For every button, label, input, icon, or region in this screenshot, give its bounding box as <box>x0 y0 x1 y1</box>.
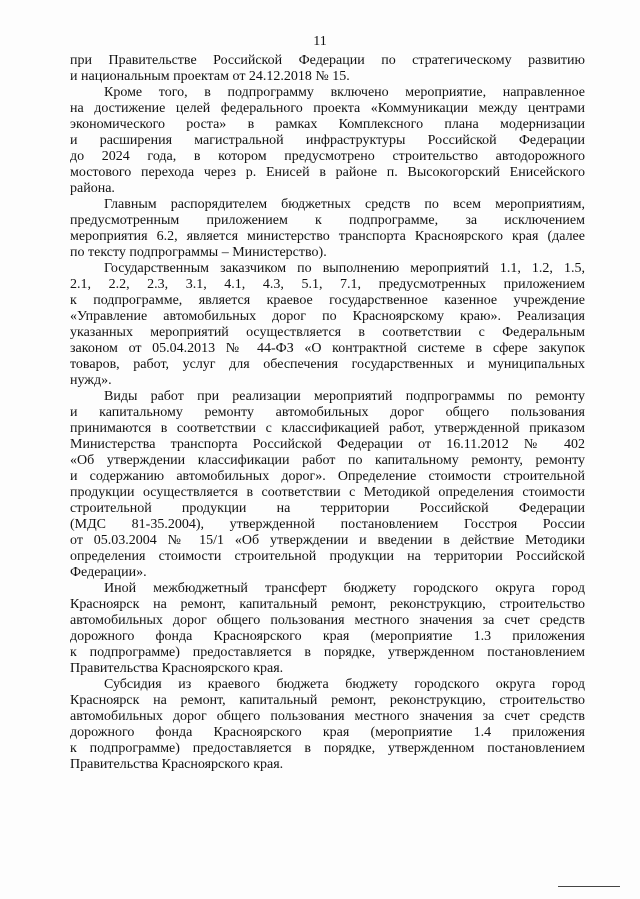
text-line: (МДС 81-35.2004), утвержденной постановлением Госстроя России <box>70 517 585 532</box>
paragraph-list <box>70 53 585 773</box>
paragraph <box>70 581 585 677</box>
text-line: мероприятия 6.2, является министерство транспорта Красноярского края (далее <box>70 229 585 244</box>
paragraph <box>70 85 585 197</box>
text-line: Правительства Красноярского края. <box>70 661 284 676</box>
text-line: до 2024 года, в котором предусмотрено строительство автодорожного <box>70 149 585 164</box>
text-line: при Правительстве Российской Федерации по стратегическому развитию <box>70 53 585 68</box>
text-line: автомобильных дорог общего пользования местного значения за счет средств <box>70 613 585 628</box>
text-line: «Об утверждении классификации работ по капитальному ремонту, ремонту <box>70 453 585 468</box>
text-line: 2.1, 2.2, 2.3, 3.1, 4.1, 4.3, 5.1, 7.1, предусмотренных приложением <box>70 277 585 292</box>
text-line: продукции осуществляется в соответствии с Методикой определения стоимости <box>70 485 585 500</box>
paragraph <box>70 261 585 389</box>
text-line: Государственным заказчиком по выполнению мероприятий 1.1, 1.2, 1.5, <box>104 261 585 276</box>
text-line: законом от 05.04.2013 № 44-ФЗ «О контрактной системе в сфере закупок <box>70 341 585 356</box>
text-line: товаров, работ, услуг для обеспечения государственных и муниципальных <box>70 357 585 372</box>
text-line: к подпрограмме) предоставляется в порядке, утвержденном постановлением <box>70 645 585 660</box>
text-line: дорожного фонда Красноярского края (мероприятие 1.3 приложения <box>70 629 585 644</box>
text-line: и содержанию автомобильных дорог». Определение стоимости строительной <box>70 469 585 484</box>
paragraph <box>70 53 585 85</box>
text-line: и расширения магистральной инфраструктуры Российской Федерации <box>70 133 585 148</box>
text-line: строительной продукции на территории Российской Федерации <box>70 501 585 516</box>
text-line: от 05.03.2004 № 15/1 «Об утверждении и введении в действие Методики <box>70 533 585 548</box>
text-line: Правительства Красноярского края. <box>70 757 284 772</box>
text-line: автомобильных дорог общего пользования местного значения за счет средств <box>70 709 585 724</box>
text-line: Красноярск на ремонт, капитальный ремонт, реконструкцию, строительство <box>70 597 585 612</box>
page-number: 11 <box>313 34 327 49</box>
text-line: Кроме того, в подпрограмму включено мероприятие, направленное <box>104 85 585 100</box>
text-line: «Управление автомобильных дорог по Красноярскому краю». Реализация <box>70 309 585 324</box>
text-line: Виды работ при реализации мероприятий подпрограммы по ремонту <box>104 389 585 404</box>
text-line: экономического роста» в рамках Комплексного плана модернизации <box>70 117 585 132</box>
text-line: дорожного фонда Красноярского края (мероприятие 1.4 приложения <box>70 725 585 740</box>
text-line: Главным распорядителем бюджетных средств по всем мероприятиям, <box>104 197 585 212</box>
text-line: нужд». <box>70 373 112 388</box>
text-line: Иной межбюджетный трансферт бюджету городского округа город <box>104 581 585 596</box>
text-line: Красноярск на ремонт, капитальный ремонт, реконструкцию, строительство <box>70 693 585 708</box>
text-line: по тексту подпрограммы – Министерство). <box>70 245 327 260</box>
text-line: района. <box>70 181 115 196</box>
bottom-rule <box>558 886 620 887</box>
body-text <box>70 53 585 773</box>
text-line: Федерации». <box>70 565 147 580</box>
text-line: указанных мероприятий осуществляется в соответствии с Федеральным <box>70 325 585 340</box>
text-line: определения стоимости строительной продукции на территории Российской <box>70 549 585 564</box>
text-line: и национальным проектам от 24.12.2018 № 15. <box>70 69 350 84</box>
text-line: Министерства транспорта Российской Федерации от 16.11.2012 № 402 <box>70 437 585 452</box>
text-line: принимаются в соответствии с классификацией работ, утвержденной приказом <box>70 421 585 436</box>
text-line: к подпрограмме, является краевое государственное казенное учреждение <box>70 293 585 308</box>
text-line: на достижение целей федерального проекта «Коммуникации между центрами <box>70 101 585 116</box>
text-line: и капитальному ремонту автомобильных дорог общего пользования <box>70 405 585 420</box>
text-line: предусмотренным приложением к подпрограмме, за исключением <box>70 213 585 228</box>
text-line: к подпрограмме) предоставляется в порядке, утвержденном постановлением <box>70 741 585 756</box>
paragraph <box>70 677 585 773</box>
text-line: мостового перехода через р. Енисей в районе п. Высокогорский Енисейского <box>70 165 585 180</box>
paragraph <box>70 389 585 581</box>
text-line: Субсидия из краевого бюджета бюджету городского округа город <box>104 677 585 692</box>
paragraph <box>70 197 585 261</box>
